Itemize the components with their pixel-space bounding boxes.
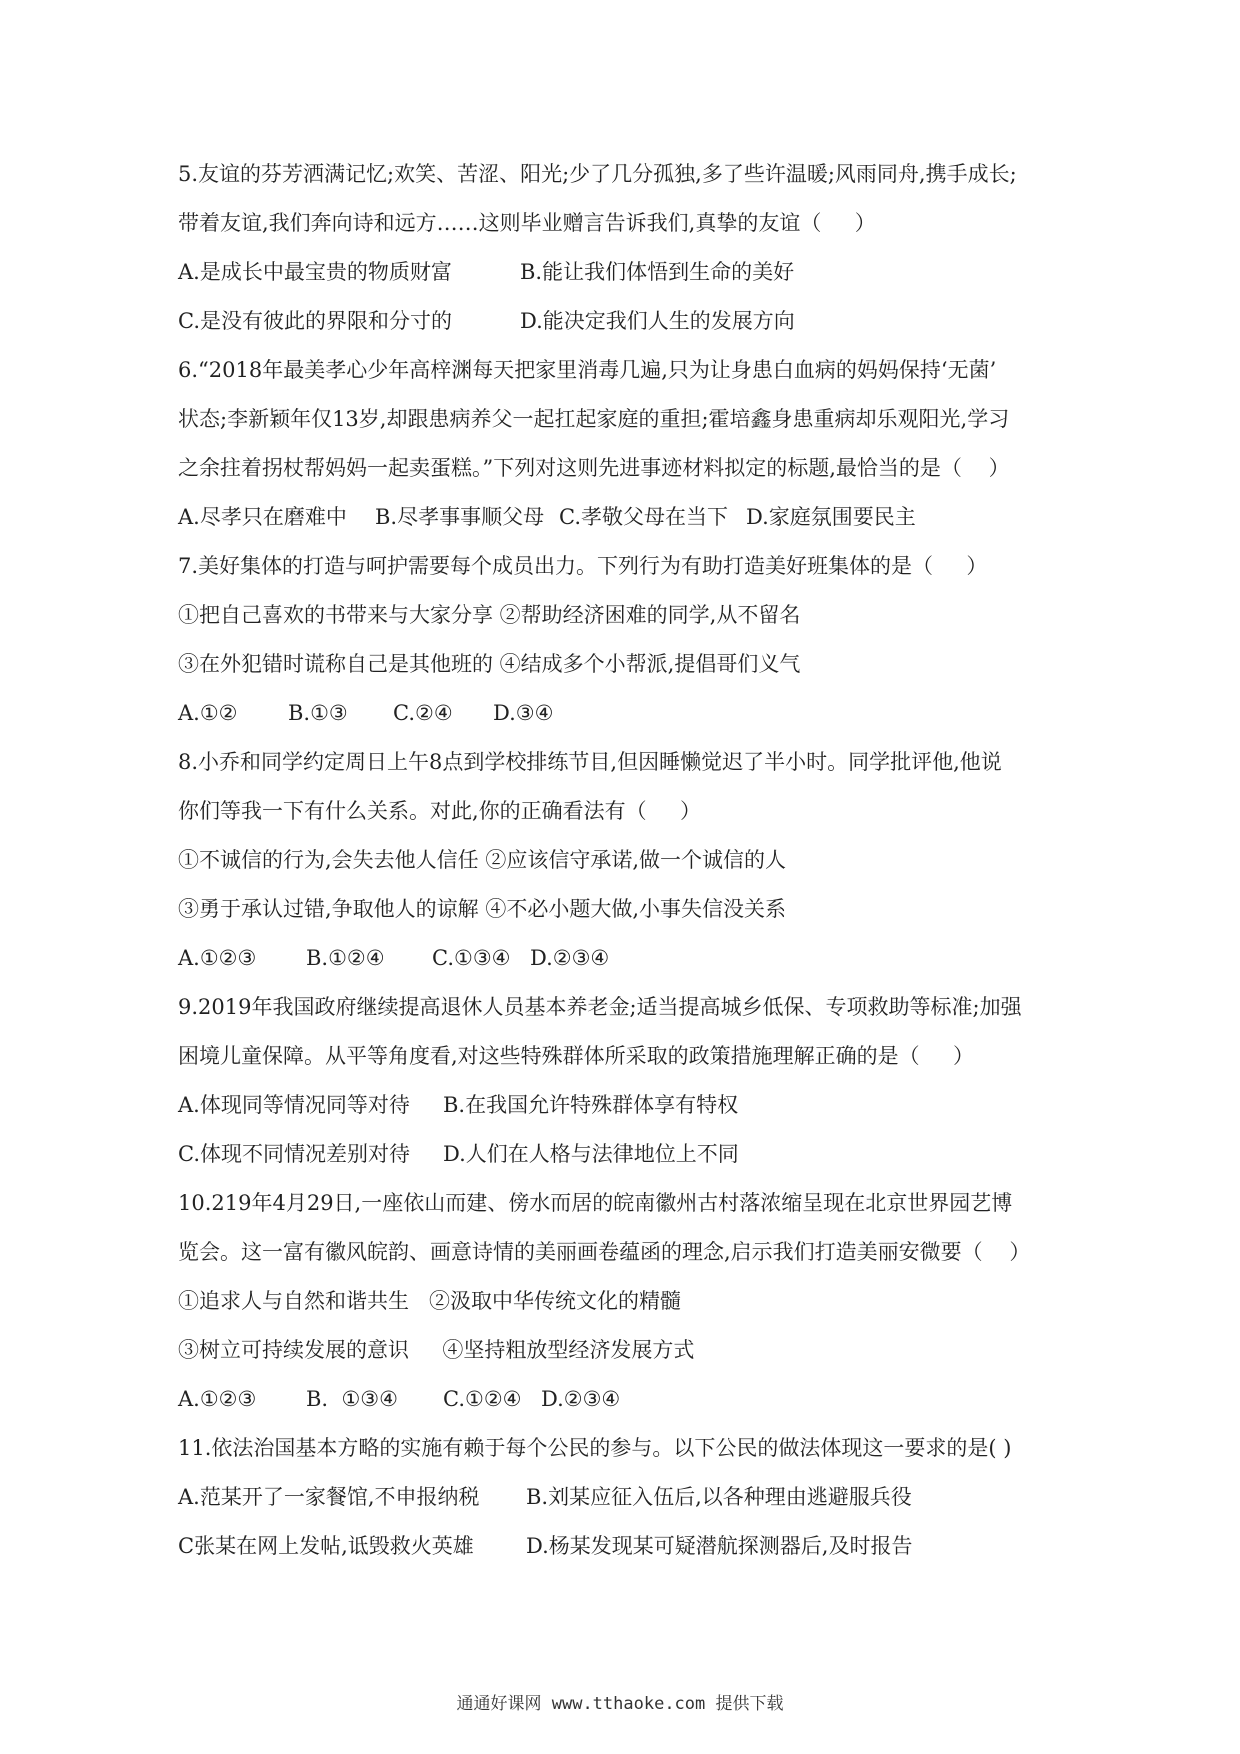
q9-option-d: D.人们在人格与法律地位上不同: [443, 1142, 739, 1166]
q11-option-b: B.刘某应征入伍后,以各种理由逃避服兵役: [526, 1485, 912, 1509]
q11-options-row-1: [178, 1473, 1078, 1522]
q10-stem-line-1: 10.219年4月29日,一座依山而建、傍水而居的皖南徽州古村落浓缩呈现在北京世界园艺博: [178, 1191, 1013, 1215]
q8-items-line-1: ①不诚信的行为,会失去他人信任 ②应该信守承诺,做一个诚信的人: [178, 848, 787, 872]
q9-options-row-2: [178, 1130, 1078, 1179]
q11-option-a: A.范某开了一家餐馆,不申报纳税: [178, 1485, 480, 1509]
q9-option-b: B.在我国允许特殊群体享有特权: [443, 1093, 739, 1117]
q11-option-c: C张某在网上发帖,诋毁救火英雄: [178, 1534, 474, 1558]
q7-option-a: A.①②: [178, 701, 238, 725]
q9-options-row-1: [178, 1081, 1078, 1130]
q5-option-a: A.是成长中最宝贵的物质财富: [178, 260, 452, 284]
q6-option-a: A.尽孝只在磨难中: [178, 505, 347, 529]
q5-options-row-2: [178, 297, 1078, 346]
q10-items-line-2: ③树立可持续发展的意识 ④坚持粗放型经济发展方式: [178, 1338, 695, 1362]
q6-stem-line-1: 6.“2018年最美孝心少年高梓渊每天把家里消毒几遍,只为让身患白血病的妈妈保持‘无菌’: [178, 358, 997, 382]
q5-options-row-1: [178, 248, 1078, 297]
q10-stem-line-2: 览会。这一富有徽风皖韵、画意诗情的美丽画卷蕴函的理念,启示我们打造美丽安微要（ ）: [178, 1240, 1031, 1264]
q10-option-a: A.①②③: [178, 1387, 257, 1411]
q6-option-c: C.孝敬父母在当下: [559, 505, 728, 529]
q8-items-line-2: ③勇于承认过错,争取他人的谅解 ④不必小题大做,小事失信没关系: [178, 897, 787, 921]
q9-option-a: A.体现同等情况同等对待: [178, 1093, 410, 1117]
footer-source-credit: 通通好课网 www.tthaoke.com 提供下载: [456, 1694, 784, 1714]
question-list: [178, 150, 1078, 1571]
q10-option-c: C.①②④: [443, 1387, 522, 1411]
q9-option-c: C.体现不同情况差别对待: [178, 1142, 410, 1166]
q10-option-b: B. ①③④: [306, 1387, 398, 1411]
q6-options-row: [178, 493, 1078, 542]
q5-option-b: B.能让我们体悟到生命的美好: [520, 260, 795, 284]
q11-stem: 11.依法治国基本方略的实施有赖于每个公民的参与。以下公民的做法体现这一要求的是( ): [178, 1436, 1012, 1460]
q9-stem-line-2: 困境儿童保障。从平等角度看,对这些特殊群体所采取的政策措施理解正确的是（ ）: [178, 1044, 975, 1068]
q8-options-row: [178, 934, 1078, 983]
q8-stem-line-1: 8.小乔和同学约定周日上午8点到学校排练节目,但因睡懒觉迟了半小时。同学批评他,他说: [178, 750, 1002, 774]
q5-stem-line-2: 带着友谊,我们奔向诗和远方……这则毕业赠言告诉我们,真挚的友谊（ ）: [178, 211, 876, 235]
q8-option-c: C.①③④: [432, 946, 511, 970]
q8-option-a: A.①②③: [178, 946, 257, 970]
q7-items-line-2: ③在外犯错时谎称自己是其他班的 ④结成多个小帮派,提倡哥们义气: [178, 652, 801, 676]
q7-items-line-1: ①把自己喜欢的书带来与大家分享 ②帮助经济困难的同学,从不留名: [178, 603, 801, 627]
q5-option-c: C.是没有彼此的界限和分寸的: [178, 309, 452, 333]
q6-stem-line-3: 之余拄着拐杖帮妈妈一起卖蛋糕。”下列对这则先进事迹材料拟定的标题,最恰当的是（ ）: [178, 456, 1010, 480]
q8-option-b: B.①②④: [306, 946, 385, 970]
q10-items-line-1: ①追求人与自然和谐共生 ②汲取中华传统文化的精髓: [178, 1289, 682, 1313]
q8-option-d: D.②③④: [530, 946, 610, 970]
q7-options-row: [178, 689, 1078, 738]
q7-option-b: B.①③: [288, 701, 348, 725]
q6-stem-line-2: 状态;李新颖年仅13岁,却跟患病养父一起扛起家庭的重担;霍培鑫身患重病却乐观阳光,学习: [178, 407, 1010, 431]
q9-stem-line-1: 9.2019年我国政府继续提高退休人员基本养老金;适当提高城乡低保、专项救助等标准;加强: [178, 995, 1022, 1019]
q11-options-row-2: [178, 1522, 1078, 1571]
q6-option-d: D.家庭氛围要民主: [746, 505, 916, 529]
q5-stem-line-1: 5.友谊的芬芳洒满记忆;欢笑、苦涩、阳光;少了几分孤独,多了些许温暖;风雨同舟,携手成长;: [178, 162, 1017, 186]
q10-options-row: [178, 1375, 1078, 1424]
q5-option-d: D.能决定我们人生的发展方向: [520, 309, 795, 333]
q11-option-d: D.杨某发现某可疑潜航探测器后,及时报告: [526, 1534, 913, 1558]
q7-stem: 7.美好集体的打造与呵护需要每个成员出力。下列行为有助打造美好班集体的是（ ）: [178, 554, 988, 578]
q7-option-c: C.②④: [393, 701, 453, 725]
q10-option-d: D.②③④: [541, 1387, 621, 1411]
q8-stem-line-2: 你们等我一下有什么关系。对此,你的正确看法有（ ）: [178, 799, 702, 823]
q6-option-b: B.尽孝事事顺父母: [375, 505, 545, 529]
q7-option-d: D.③④: [493, 701, 554, 725]
